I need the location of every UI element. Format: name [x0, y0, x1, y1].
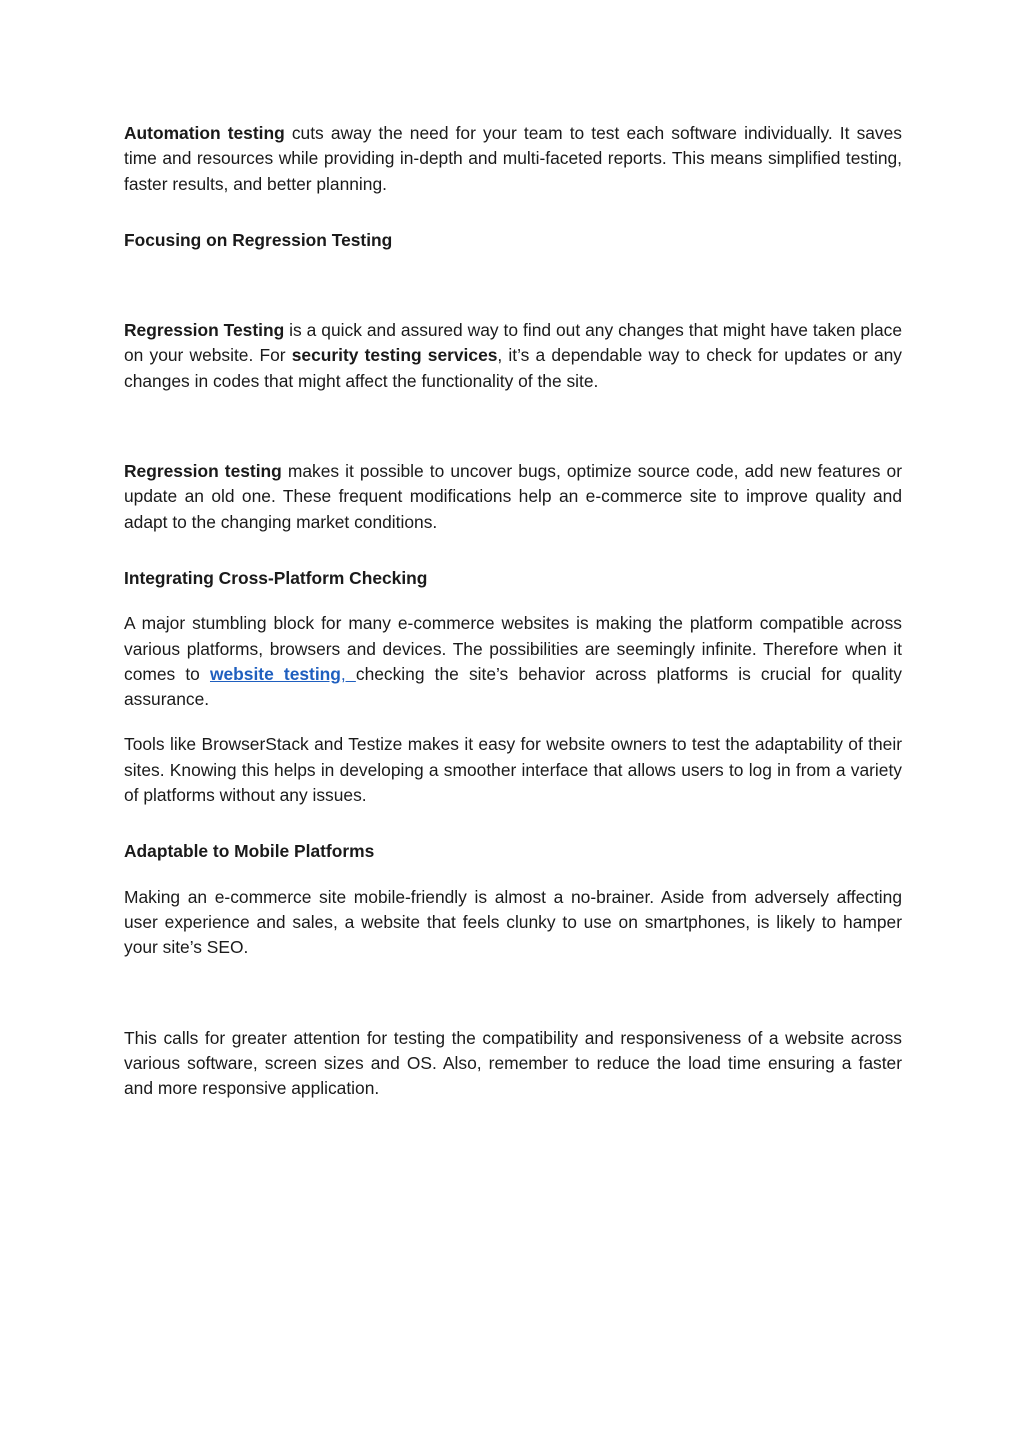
paragraph-cross-platform — [124, 611, 902, 712]
paragraph-automation-testing — [124, 121, 902, 197]
paragraph-mobile-friendly: Making an e-commerce site mobile-friendly is almost a no-brainer. Aside from adversely affecting user experience and sales, a website that feels clunky to use on smartphones, is likely to hamper your site’s SEO. — [124, 886, 902, 958]
bold-term: Regression Testing — [124, 320, 285, 341]
document-page — [124, 121, 902, 1101]
paragraph-tools: Tools like BrowserStack and Testize makes it easy for website owners to test the adaptability of their sites. Knowing this helps in developing a smoother interface that allows users to log in from a variety of platforms without any issues. — [124, 734, 902, 806]
paragraph-compatibility: This calls for greater attention for testing the compatibility and responsiveness of a website across various software, screen sizes and OS. Also, remember to reduce the load time ensuring a faster and more responsive application. — [124, 1027, 902, 1099]
heading-regression-testing: Focusing on Regression Testing — [124, 229, 393, 250]
bold-term: Automation testing — [124, 123, 285, 143]
paragraph-regression-benefits — [124, 459, 902, 535]
link-tail[interactable]: , — [340, 663, 356, 684]
heading-mobile-platforms: Adaptable to Mobile Platforms — [124, 841, 375, 862]
website-testing-link[interactable]: website testing — [209, 663, 341, 684]
bold-term: security testing services — [291, 345, 498, 366]
bold-term: Regression testing — [124, 461, 282, 482]
paragraph-regression-testing — [124, 318, 902, 394]
paragraph-text: , it’s a dependable way to check for updates or any changes in codes that might affect the functionality of the site. — [124, 345, 903, 391]
paragraph-text: cuts away the need for your team to test each software individually. It saves time and resources while providing in-depth and multi-faceted reports. This means simplified testing, faster results, and better planning. — [124, 123, 902, 194]
paragraph-text: is a quick and assured way to find out any changes that might have taken place on your website. For — [124, 320, 902, 366]
heading-cross-platform: Integrating Cross-Platform Checking — [124, 567, 428, 588]
paragraph-text: checking the site’s behavior across platforms is crucial for quality assurance. — [124, 663, 902, 710]
paragraph-text: makes it possible to uncover bugs, optimize source code, add new features or update an old one. These frequent modifications help an e-commerce site to improve quality and adapt to the changing market conditions. — [124, 461, 902, 532]
paragraph-text: A major stumbling block for many e-commerce websites is making the platform compatible across various platforms, browsers and devices. The possibilities are seemingly infinite. Therefore when it comes to — [124, 613, 902, 684]
